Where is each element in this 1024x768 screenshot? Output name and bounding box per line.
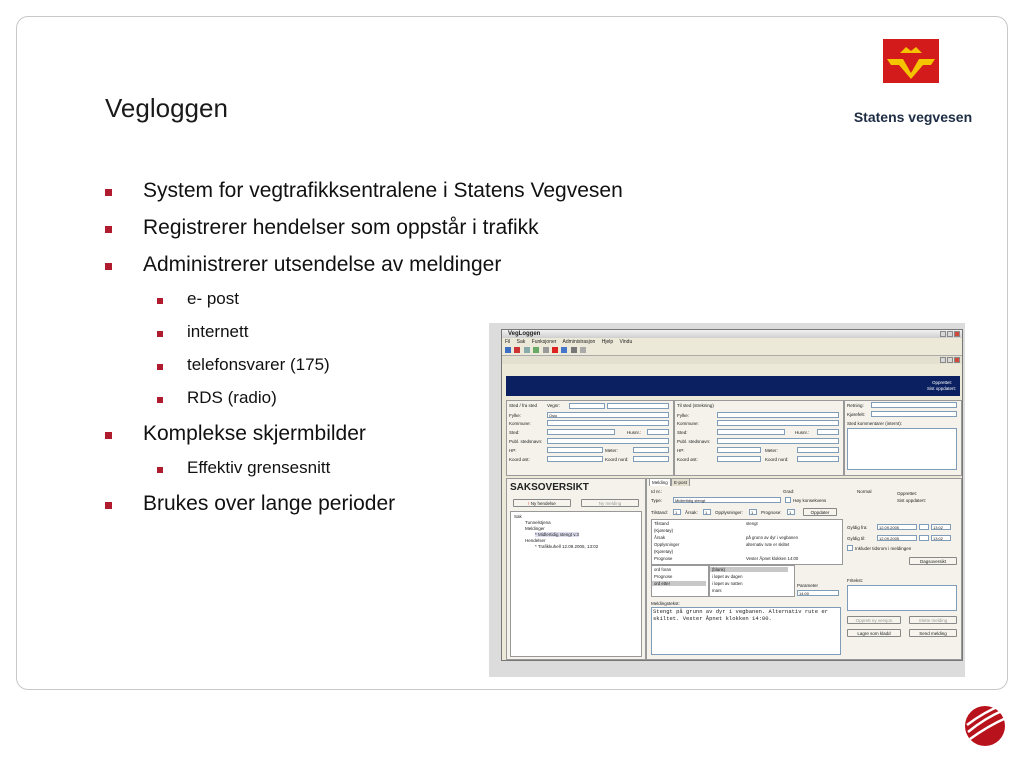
opprett-ny-versjon-button[interactable]: Opprett ny versjon <box>847 616 901 624</box>
menu-vindu[interactable]: Vindu <box>619 339 633 345</box>
sted-select[interactable] <box>547 429 615 435</box>
bullet-square-icon <box>105 432 112 439</box>
tree-node-melding[interactable]: * Midlertidig stengt v.3 <box>535 532 579 537</box>
sist-oppdatert-label: Sist oppdatert: <box>897 498 927 503</box>
to-hp-label: HP: <box>677 448 685 453</box>
tree-node-hendelser[interactable]: Hendelser <box>525 538 546 543</box>
grid-cell: Vester Åpnet klokken 14:00 <box>746 556 799 561</box>
bullet-square-icon <box>105 263 112 270</box>
grid-cell: (Kjøretøy) <box>654 528 674 533</box>
koord-ost-field[interactable] <box>547 456 603 462</box>
to-publ-stedsnavn-label: Publ. stedsnavn: <box>677 439 711 444</box>
kjorefelt-select[interactable] <box>871 411 957 417</box>
bullet-text: RDS (radio) <box>187 388 277 407</box>
tab-epost[interactable]: E-post <box>671 478 690 486</box>
close-icon[interactable] <box>954 357 960 363</box>
new-event-button[interactable] <box>513 499 571 507</box>
koord-nord-label: Koord nord: <box>605 457 629 462</box>
kjorefelt-label: Kjørefelt: <box>847 412 866 417</box>
gyldig-til-time[interactable]: 13:02 <box>931 535 951 541</box>
phone-icon[interactable] <box>571 347 577 353</box>
grid-cell: alternativ rute er skiltet <box>746 542 790 547</box>
to-location-panel <box>674 400 844 476</box>
fritekst-label: Fritekst: <box>847 578 864 583</box>
from-location-panel <box>506 400 674 476</box>
list-item[interactable]: (blank) <box>710 567 788 572</box>
menu-fil[interactable]: Fil <box>505 339 511 345</box>
grid-cell: Tilstand <box>654 521 669 526</box>
type-label: Type: <box>651 498 663 503</box>
koord-nord-field[interactable] <box>633 456 669 462</box>
warning-icon[interactable] <box>552 347 558 353</box>
tab-melding[interactable]: Melding <box>649 478 671 486</box>
bullet-square-icon <box>157 467 163 473</box>
grid-cell: stengt <box>746 521 758 526</box>
save-icon[interactable] <box>505 347 511 353</box>
send-melding-button[interactable]: Send melding <box>909 629 957 637</box>
kommune-select[interactable] <box>547 420 669 426</box>
grid-cell: Årsak <box>654 535 665 540</box>
retning-select[interactable] <box>871 402 957 408</box>
bullet-square-icon <box>157 364 163 370</box>
to-sted-select[interactable] <box>717 429 785 435</box>
to-fylke-label: Fylke: <box>677 413 690 418</box>
bullet-text: Registrerer hendelser som oppstår i trafikk <box>143 216 539 239</box>
footer-logo-icon <box>962 698 1008 752</box>
refresh-icon[interactable] <box>533 347 539 353</box>
meldingstekst-label: Meldingstekst: <box>651 601 680 606</box>
type-select[interactable]: Midlertidig stengt <box>673 497 781 503</box>
opplysninger-label: Opplysninger: <box>715 510 743 515</box>
radio-icon[interactable] <box>580 347 586 353</box>
app-window <box>501 329 963 661</box>
list-item[interactable]: i løpet av natten <box>712 581 743 586</box>
slide <box>16 16 1008 690</box>
dagsoversikt-button[interactable]: Dagsoversikt <box>909 557 957 565</box>
husnr-label: Husnr.: <box>627 430 642 435</box>
meldingstekst-field[interactable]: Stengt på grunn av dyr i vegbanen. Alternativ rute er skiltet. Vester Åpnet klokken 14:00. <box>651 607 841 655</box>
app-screenshot <box>489 323 965 677</box>
minimize-icon[interactable] <box>940 357 946 363</box>
inkluder-checkbox[interactable] <box>847 545 853 551</box>
prognose-label: Prognose: <box>761 510 782 515</box>
bullet-square-icon <box>105 226 112 233</box>
to-kommune-label: Kommune: <box>677 421 699 426</box>
globe-icon[interactable] <box>561 347 567 353</box>
sted-label: Sted: <box>509 430 520 435</box>
bullet-text: Administrerer utsendelse av meldinger <box>143 253 502 276</box>
fylke-select[interactable]: Oslo <box>547 412 669 418</box>
vegnr-extra-select[interactable] <box>607 403 669 409</box>
bullet-text: telefonsvarer (175) <box>187 355 330 374</box>
header-sist-oppdatert: Sist oppdatert: <box>926 386 956 391</box>
hp-field[interactable] <box>547 447 603 453</box>
inner-window-bar <box>502 355 962 364</box>
logo-emblem-icon <box>843 39 993 109</box>
melding-panel <box>646 478 962 660</box>
app-titlebar <box>502 330 962 338</box>
retning-label: Retning: <box>847 403 864 408</box>
bullet-text: Effektiv grensesnitt <box>187 458 331 477</box>
to-koord-nord-field[interactable] <box>797 456 839 462</box>
grad-label: Grad: <box>783 489 795 494</box>
message-icon[interactable] <box>543 347 549 353</box>
slide-title: Vegloggen <box>105 93 228 123</box>
to-fylke-select[interactable] <box>717 412 839 418</box>
to-husnr-label: Husnr.: <box>795 430 810 435</box>
bullet-square-icon <box>157 331 163 337</box>
oppdater-button[interactable]: Oppdater <box>803 508 837 516</box>
grid-cell: Opplysninger <box>654 542 680 547</box>
sted-kommentar-label: Sted kommentarer (internt): <box>847 421 903 426</box>
case-header <box>506 376 960 396</box>
to-sted-label: Sted: <box>677 430 688 435</box>
gyldig-til-date[interactable]: 12.09.2005 <box>877 535 917 541</box>
new-event-label: Ny hendelse <box>530 501 556 506</box>
to-koord-nord-label: Koord nord: <box>765 457 789 462</box>
from-label: Sted / fra sted <box>509 403 538 408</box>
grad-value: Normal <box>857 489 872 494</box>
publ-stedsnavn-label: Publ. stedsnavn: <box>509 439 543 444</box>
menu-administrasjon[interactable]: Administrasjon <box>562 339 596 345</box>
to-publ-stedsnavn-select[interactable] <box>717 438 839 444</box>
toolbar <box>502 346 962 355</box>
fylke-label: Fylke: <box>509 413 522 418</box>
inkluder-label: Inkluder tidsrom i meldingen <box>855 546 912 551</box>
grid-cell: (Kjøretøy) <box>654 549 674 554</box>
lagre-som-kladd-button[interactable]: Lagre som kladd <box>847 629 901 637</box>
opprettet-label: Opprettet: <box>897 491 918 496</box>
tree-node-meldinger[interactable]: Meldinger <box>525 526 545 531</box>
to-meter-field[interactable] <box>797 447 839 453</box>
maximize-icon[interactable] <box>947 357 953 363</box>
close-icon[interactable] <box>954 331 960 337</box>
gyldig-til-label: Gyldig til: <box>847 536 866 541</box>
vegnr-select[interactable] <box>569 403 605 409</box>
vegnr-label: Vegnr: <box>547 403 561 408</box>
logo-text: Statens vegvesen <box>853 109 973 125</box>
menubar <box>502 338 962 346</box>
calendar-icon[interactable] <box>919 524 929 530</box>
to-label: Til sted (strekning) <box>677 403 714 408</box>
arsak-field[interactable]: 1 <box>703 509 711 515</box>
bullet-square-icon <box>157 298 163 304</box>
to-koord-ost-label: Koord øst: <box>677 457 698 462</box>
husnr-select[interactable] <box>647 429 669 435</box>
gyldig-fra-label: Gyldig fra: <box>847 525 868 530</box>
tree-node-tunnel[interactable]: Tunnelstjena <box>525 520 551 525</box>
list-item[interactable]: mars <box>712 588 722 593</box>
alert-icon[interactable] <box>514 347 520 353</box>
parameter-field[interactable]: 14:00 <box>797 590 839 596</box>
grid-cell: på grunn av dyr i vegbanen <box>746 535 799 540</box>
arsak-label: Årsak: <box>685 510 698 515</box>
word-list-right <box>709 565 795 597</box>
case-tree <box>510 511 642 657</box>
to-koord-ost-field[interactable] <box>717 456 761 462</box>
gyldig-fra-time[interactable]: 13:02 <box>931 524 951 530</box>
to-kommune-select[interactable] <box>717 420 839 426</box>
parameter-label: Parameter <box>797 583 819 588</box>
menu-sak[interactable]: Sak <box>516 339 526 345</box>
word-list-left <box>651 565 709 597</box>
publ-stedsnavn-select[interactable] <box>547 438 669 444</box>
koord-ost-label: Koord øst: <box>509 457 530 462</box>
message-grid <box>651 519 843 565</box>
meter-label: Meter: <box>605 448 618 453</box>
sted-kommentar-field[interactable] <box>847 428 957 470</box>
statens-vegvesen-logo <box>843 39 993 133</box>
hoy-konsekvens-label: Høy konsekvens <box>793 498 827 503</box>
bullet-square-icon <box>157 397 163 403</box>
id-label: Id nr.: <box>651 489 663 494</box>
list-item[interactable]: Prognose <box>654 574 673 579</box>
alert-icon: ! <box>528 501 531 506</box>
bullet-square-icon <box>105 189 112 196</box>
menu-hjelp[interactable]: Hjelp <box>601 339 614 345</box>
tree-node-sak[interactable]: Sak <box>514 514 522 519</box>
to-husnr-select[interactable] <box>817 429 839 435</box>
list-item[interactable]: ord etter <box>652 581 706 586</box>
to-meter-label: Meter: <box>765 448 778 453</box>
fritekst-field[interactable] <box>847 585 957 611</box>
new-message-button[interactable] <box>581 499 639 507</box>
calendar-icon[interactable] <box>919 535 929 541</box>
to-hp-field[interactable] <box>717 447 761 453</box>
hp-label: HP: <box>509 448 517 453</box>
maximize-icon[interactable] <box>947 331 953 337</box>
direction-panel <box>844 400 962 476</box>
tree-node-hendelse[interactable]: * Trafikkuhell 12.09.2005, 13:02 <box>535 544 599 549</box>
tilstand-label: Tilstand: <box>651 510 668 515</box>
slette-melding-button[interactable]: Slette melding <box>909 616 957 624</box>
opplysninger-field[interactable]: 1 <box>749 509 757 515</box>
menu-funksjoner[interactable]: Funksjoner <box>531 339 557 345</box>
kommune-label: Kommune: <box>509 421 531 426</box>
bullet-text: e- post <box>187 289 239 308</box>
list-item[interactable]: ord foran <box>654 567 672 572</box>
bullet-text: System for vegtrafikksentralene i Statens Vegvesen <box>143 179 623 202</box>
print-icon[interactable] <box>524 347 530 353</box>
bullet-square-icon <box>105 502 112 509</box>
new-message-label: Ny melding <box>598 501 622 506</box>
hoy-konsekvens-checkbox[interactable] <box>785 497 791 503</box>
grid-cell: Prognose <box>654 556 673 561</box>
prognose-field[interactable]: 1 <box>787 509 795 515</box>
minimize-icon[interactable] <box>940 331 946 337</box>
gyldig-fra-date[interactable]: 12.09.2005 <box>877 524 917 530</box>
tilstand-field[interactable]: 1 <box>673 509 681 515</box>
saksoversikt-title: SAKSOVERSIKT <box>510 482 589 493</box>
list-item[interactable]: i løpet av dagen <box>712 574 743 579</box>
saksoversikt-panel <box>506 478 646 660</box>
app-title: VegLoggen <box>508 331 541 337</box>
bullet-text: internett <box>187 322 249 341</box>
bullet-text: Brukes over lange perioder <box>143 492 396 515</box>
bullet-text: Komplekse skjermbilder <box>143 422 366 445</box>
meter-field[interactable] <box>633 447 669 453</box>
header-opprettet: Opprettet: <box>931 380 952 385</box>
